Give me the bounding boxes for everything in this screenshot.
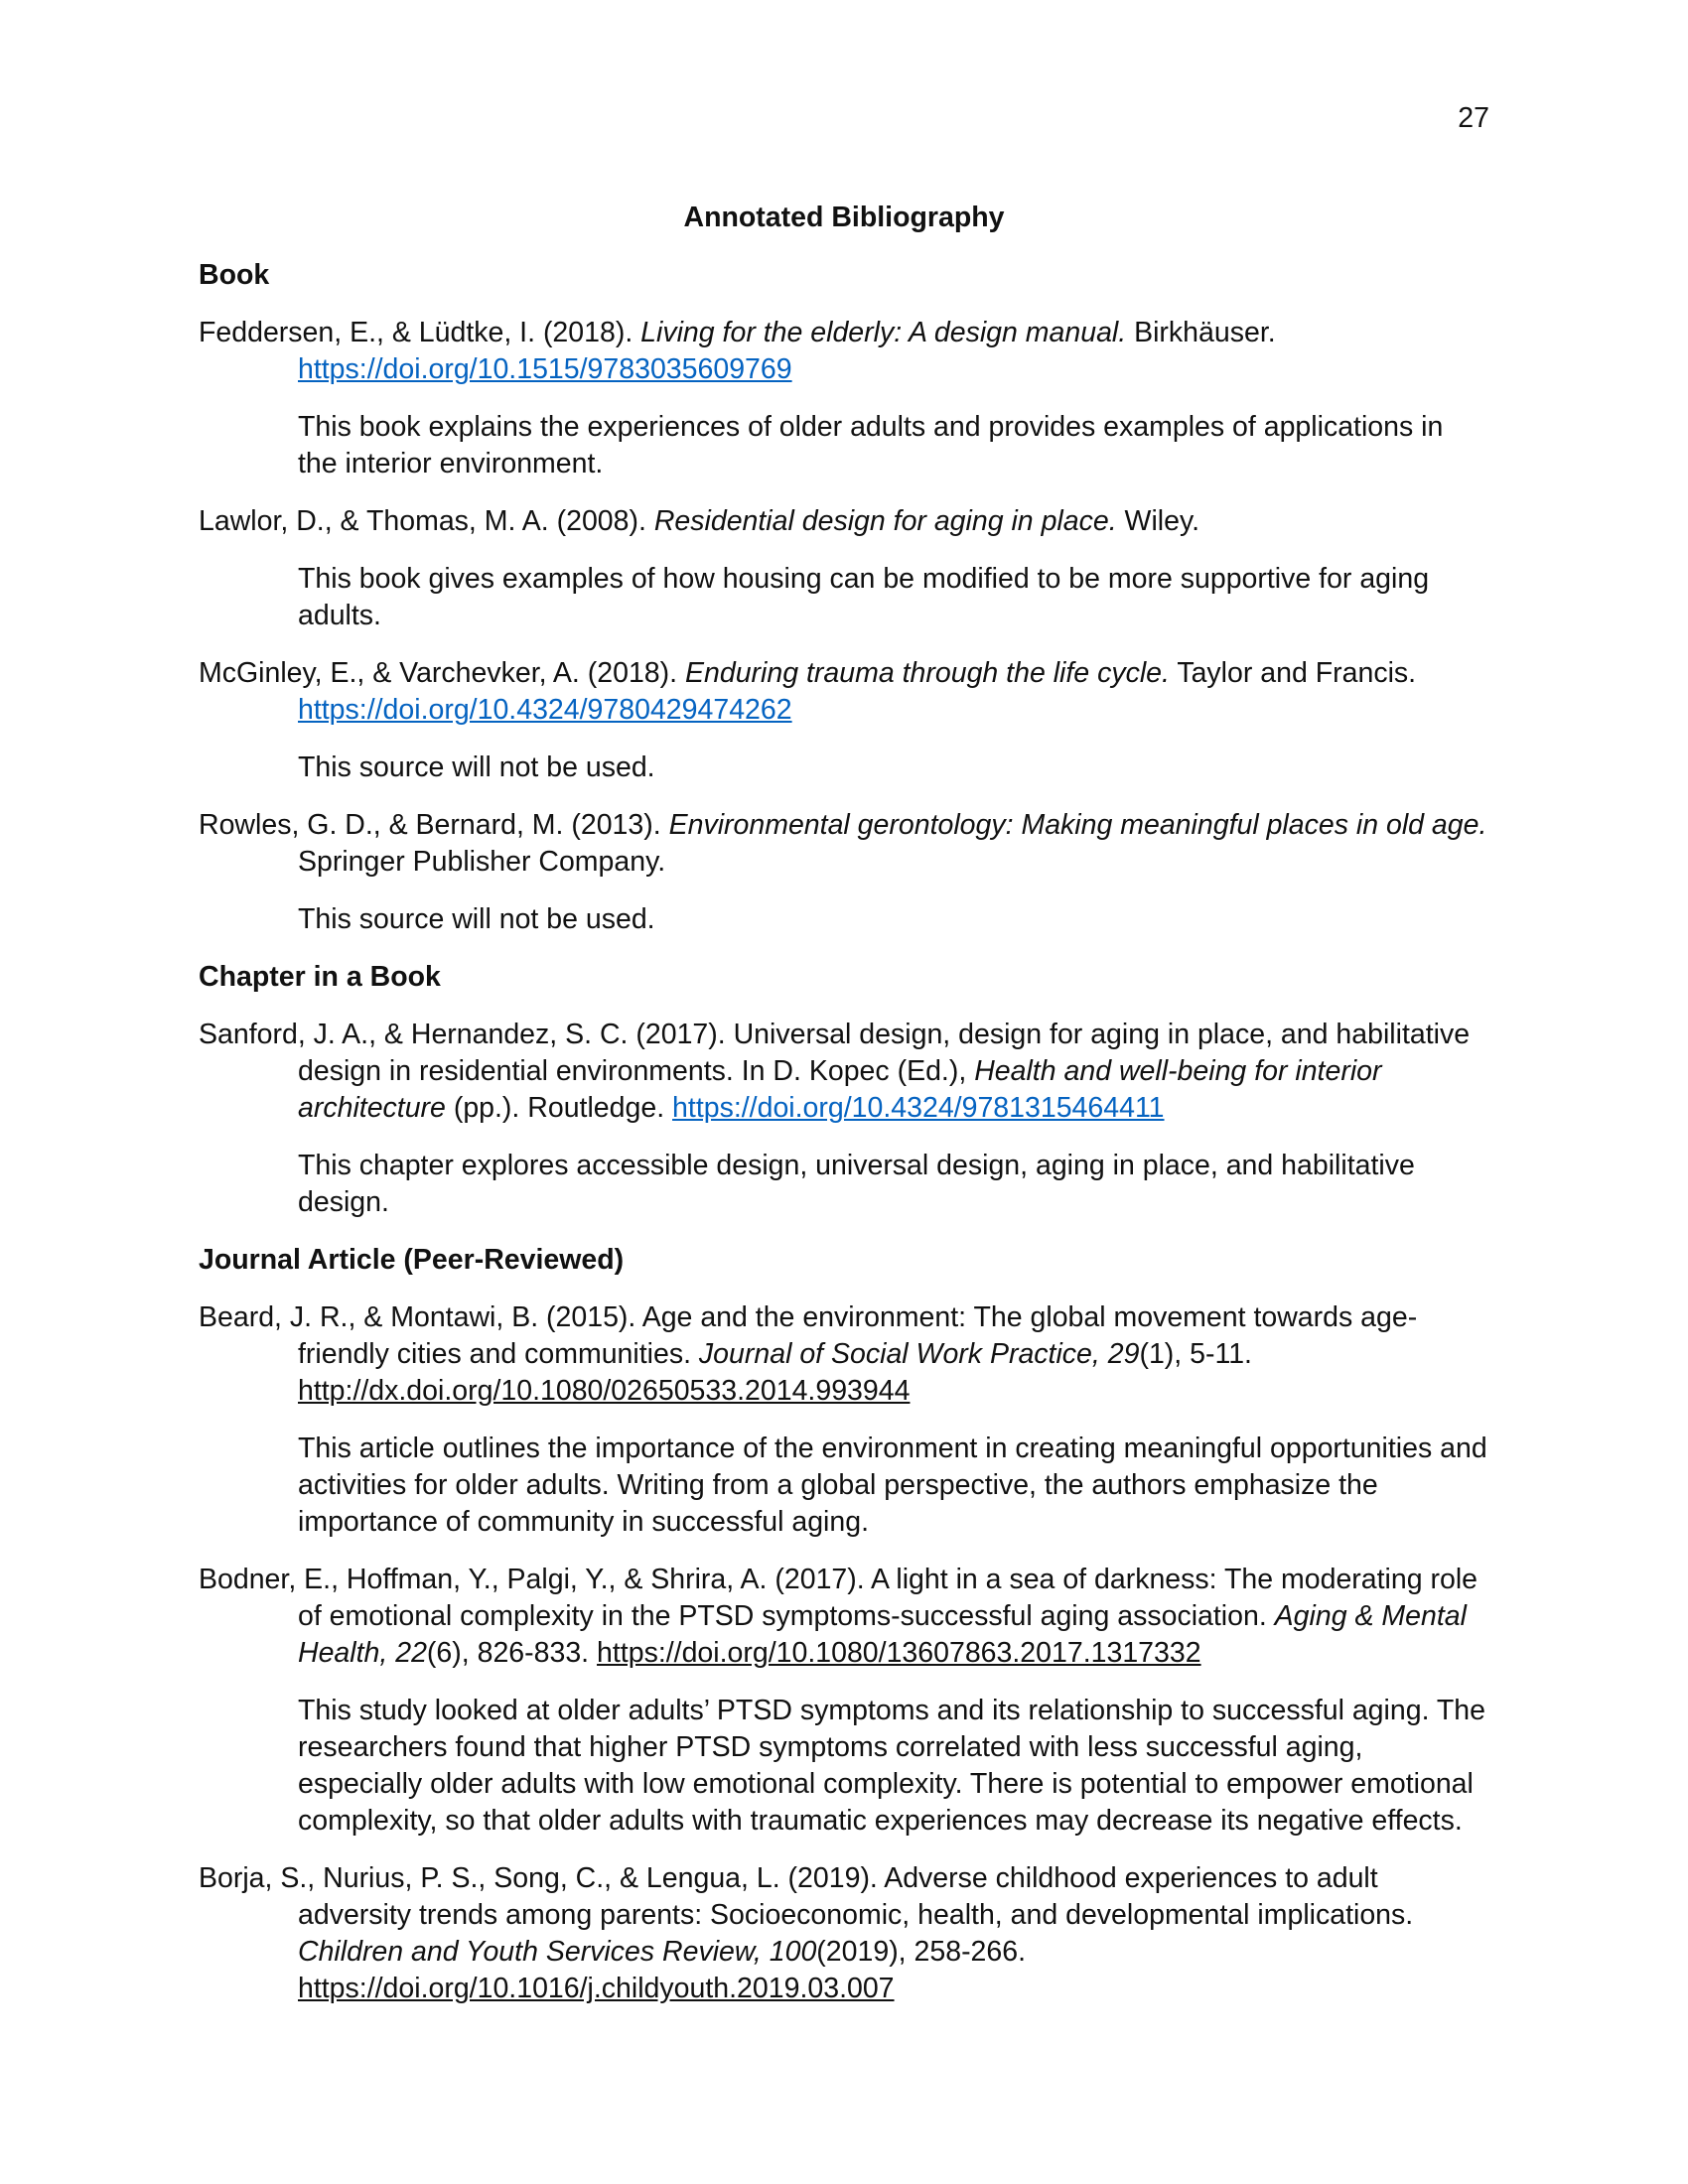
bibliography-entry bbox=[199, 315, 1489, 482]
citation-text: Birkhäuser. bbox=[1126, 317, 1276, 348]
citation bbox=[199, 1562, 1489, 1672]
source-title: Living for the elderly: A design manual. bbox=[640, 317, 1127, 348]
citation bbox=[199, 655, 1489, 729]
citation-text: Sanford, J. A., & Hernandez, S. C. (2017). Universal design, design for aging in place, and habilitative design in residential environments. In D. Kopec (Ed.), bbox=[199, 1019, 1471, 1087]
section-heading: Book bbox=[199, 259, 270, 291]
citation bbox=[199, 1017, 1489, 1127]
bibliography-entry bbox=[199, 1860, 1489, 2007]
page-content bbox=[199, 200, 1489, 2028]
annotation: This source will not be used. bbox=[298, 751, 655, 783]
bibliography-entry bbox=[199, 1562, 1489, 1840]
bibliography-entry bbox=[199, 655, 1489, 786]
citation-text: Springer Publisher Company. bbox=[298, 846, 666, 878]
source-title: Environmental gerontology: Making meaningful places in old age. bbox=[668, 809, 1487, 841]
annotation: This article outlines the importance of the environment in creating meaningful opportunities and activities for older adults. Writing from a global perspective, the authors emphasize the importance of community in successful aging. bbox=[298, 1433, 1487, 1538]
citation-text: Borja, S., Nurius, P. S., Song, C., & Lengua, L. (2019). Adverse childhood experiences to adult adversity trends among parents: Socioeconomic, health, and developmental implications. bbox=[199, 1862, 1414, 1931]
citation-text: Wiley. bbox=[1116, 505, 1200, 537]
citation-text: Taylor and Francis. bbox=[1169, 657, 1417, 689]
page-number: 27 bbox=[1458, 102, 1489, 134]
citation bbox=[199, 1299, 1489, 1410]
citation bbox=[199, 807, 1489, 881]
bibliography-entry bbox=[199, 807, 1489, 938]
citation-text: Beard, J. R., & Montawi, B. (2015). Age and the environment: The global movement towards age-friendly cities and communities. bbox=[199, 1301, 1418, 1370]
doi-link[interactable]: https://doi.org/10.1515/9783035609769 bbox=[298, 353, 792, 385]
citation-text: Rowles, G. D., & Bernard, M. (2013). bbox=[199, 809, 669, 841]
bibliography-entry bbox=[199, 1299, 1489, 1541]
citation-text: Bodner, E., Hoffman, Y., Palgi, Y., & Shrira, A. (2017). A light in a sea of darkness: The moderating role of emotional complexity in the PTSD symptoms-successful aging association. bbox=[199, 1564, 1478, 1632]
citation bbox=[199, 315, 1489, 388]
citation bbox=[199, 503, 1489, 540]
bibliography-sections bbox=[199, 257, 1489, 2007]
section-heading: Journal Article (Peer-Reviewed) bbox=[199, 1244, 625, 1276]
annotation: This source will not be used. bbox=[298, 903, 655, 935]
doi-link[interactable]: http://dx.doi.org/10.1080/02650533.2014.993944 bbox=[298, 1375, 911, 1407]
source-title: Enduring trauma through the life cycle. bbox=[684, 657, 1170, 689]
citation-text: Lawlor, D., & Thomas, M. A. (2008). bbox=[199, 505, 654, 537]
source-title: Journal of Social Work Practice, 29 bbox=[698, 1338, 1140, 1370]
citation-text: (pp.). Routledge. bbox=[445, 1092, 673, 1124]
source-title: Residential design for aging in place. bbox=[653, 505, 1117, 537]
bibliography-entry bbox=[199, 503, 1489, 634]
page-title: Annotated Bibliography bbox=[683, 202, 1005, 233]
source-title: Aging & Mental Health, 22 bbox=[298, 1600, 1467, 1669]
doi-link[interactable]: https://doi.org/10.4324/9781315464411 bbox=[672, 1092, 1165, 1124]
source-title: Health and well-being for interior architecture bbox=[298, 1055, 1382, 1124]
citation-text: (6), 826-833. bbox=[426, 1637, 598, 1669]
bibliography-entry bbox=[199, 1017, 1489, 1221]
citation-text: (1), 5-11. bbox=[1139, 1338, 1252, 1370]
citation-text: (2019), 258-266. bbox=[816, 1936, 1027, 1968]
citation bbox=[199, 1860, 1489, 2007]
citation-text: Feddersen, E., & Lüdtke, I. (2018). bbox=[199, 317, 641, 348]
annotation: This study looked at older adults’ PTSD symptoms and its relationship to successful aging. The researchers found that higher PTSD symptoms correlated with less successful aging, especially older adults with low emotional complexity. There is potential to empower emotional complexity, so that older adults with traumatic experiences may decrease its negative effects. bbox=[298, 1695, 1485, 1837]
doi-link[interactable]: https://doi.org/10.1080/13607863.2017.1317332 bbox=[597, 1637, 1201, 1669]
doi-link[interactable]: https://doi.org/10.4324/9780429474262 bbox=[298, 694, 792, 726]
annotation: This book explains the experiences of older adults and provides examples of applications in the interior environment. bbox=[298, 411, 1444, 479]
citation-text: McGinley, E., & Varchevker, A. (2018). bbox=[199, 657, 685, 689]
section-heading: Chapter in a Book bbox=[199, 961, 441, 993]
doi-link[interactable]: https://doi.org/10.1016/j.childyouth.2019.03.007 bbox=[298, 1973, 895, 2004]
annotation: This book gives examples of how housing can be modified to be more supportive for aging adults. bbox=[298, 563, 1430, 631]
annotation: This chapter explores accessible design, universal design, aging in place, and habilitative design. bbox=[298, 1150, 1415, 1218]
source-title: Children and Youth Services Review, 100 bbox=[298, 1936, 817, 1968]
